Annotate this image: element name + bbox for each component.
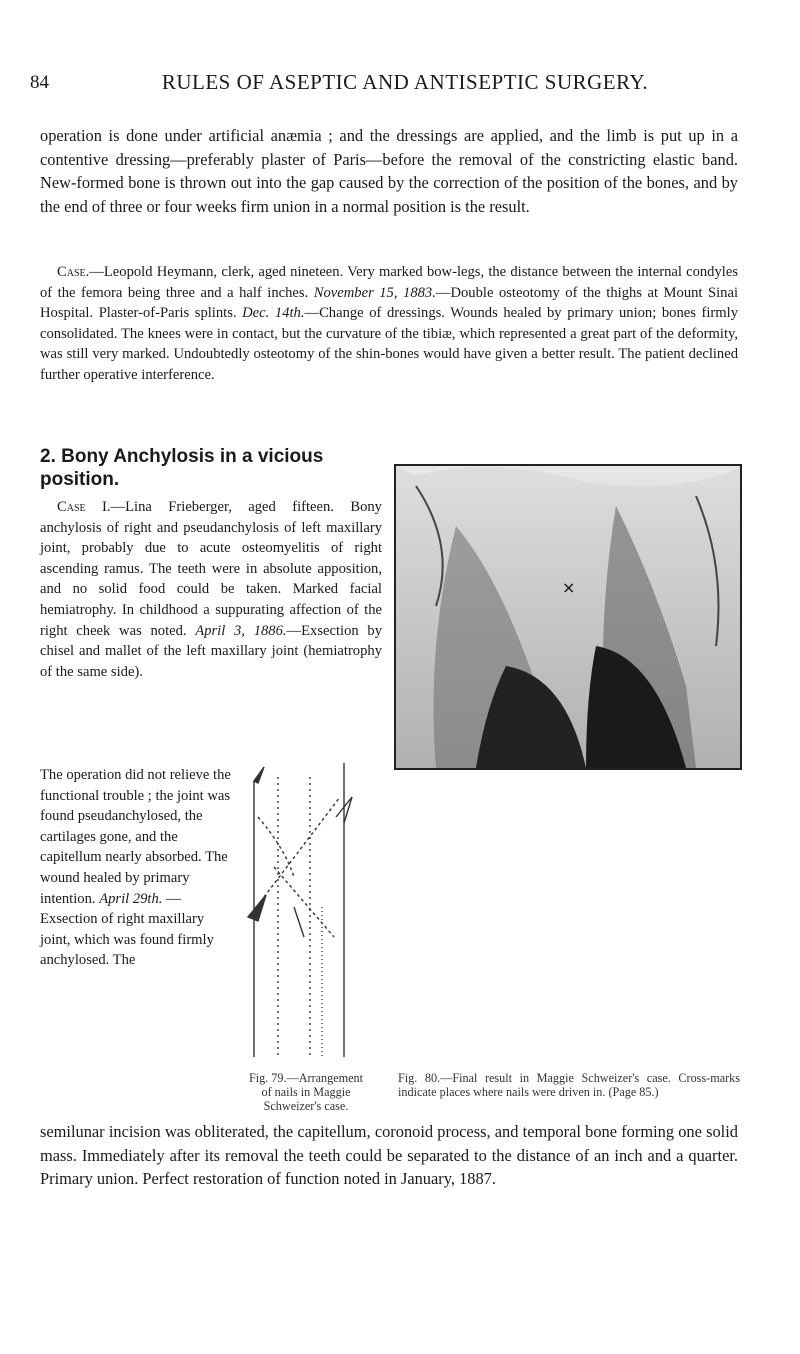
closing-paragraph: semilunar incision was obliterated, the capitellum, coronoid process, and temporal bone forming one solid mass. Immediately after its removal the teeth could be separated to the distance of an inch and a quarter. Primary union. Perfect restoration of function noted in January, 1887. xyxy=(40,1122,738,1189)
fig79-nail-left xyxy=(254,767,264,783)
fig79-diagonal-b xyxy=(274,867,334,937)
case-label: Case. xyxy=(57,264,90,280)
figure-79-diagram xyxy=(244,757,354,1065)
case-label: Case I. xyxy=(57,499,111,515)
page-header xyxy=(30,66,780,102)
case-heymann: Case.—Leopold Heymann, clerk, aged nineteen. Very marked bow-legs, the distance between the internal condyles of the femora being three and a half inches. November 15, 1883.—Double osteotomy of the thighs at Mount Sinai Hospital. Plaster-of-Paris splints. Dec. 14th.—Change of dressings. Wounds healed by primary union; bones firmly consolidated. The knees were in contact, but the curvature of the tibiæ, which represented a great part of the deformity, was still very marked. Undoubtedly osteotomy of the shin-bones would have given a better result. The patient declined further operative interference. xyxy=(40,264,738,383)
fig79-line-a xyxy=(258,817,294,877)
fig79-diagonal-a xyxy=(264,797,340,897)
figure-80-caption: Fig. 80.—Final result in Maggie Schweizer's case. Cross-marks indicate places where nails were driven in. (Page 85.) xyxy=(398,1071,740,1099)
section-title: 2. Bony Anchylosis in a vicious position. xyxy=(40,446,324,490)
fig80-illustration xyxy=(396,466,740,768)
fig79-x-mark xyxy=(294,907,304,937)
running-title: RULES OF ASEPTIC AND ANTISEPTIC SURGERY. xyxy=(161,70,649,94)
fig79-nail-lower xyxy=(248,895,266,921)
fig80-cross-mark: × xyxy=(562,578,576,597)
intro-paragraph: operation is done under artificial anæmia ; and the dressings are applied, and the limb is put up in a contentive dressing—preferably plaster of Paris—before the removal of the constricting elastic band. New-formed bone is thrown out into the gap caused by the correction of the position of the bones, and by the end of three or four weeks firm union in a normal position is the result. xyxy=(40,126,738,216)
figure-80-photo xyxy=(394,464,742,770)
page-number: 84 xyxy=(30,72,49,93)
case-frieberger-narrow: The operation did not relieve the functional trouble ; the joint was found pseudanchylosed, the cartilages gone, and the capitellum nearly absorbed. The wound healed by primary intention. April 29th. — Exsection of right maxillary joint, which was found firmly anchylosed. The xyxy=(40,767,231,969)
case-frieberger: Case I.—Lina Frieberger, aged fifteen. Bony anchylosis of right and pseudanchylosis of left maxillary joint, probably due to acute osteomyelitis of right ascending ramus. The teeth were in absolute apposition, and no solid food could be taken. Marked facial hemiatrophy. In childhood a suppurating affection of the right cheek was noted. April 3, 1886.—Exsection by chisel and mallet of the left maxillary joint (hemiatrophy of the same side). xyxy=(40,499,382,680)
figure-79-caption: Fig. 79.—Arrangement of nails in Maggie Schweizer's case. xyxy=(248,1071,364,1113)
